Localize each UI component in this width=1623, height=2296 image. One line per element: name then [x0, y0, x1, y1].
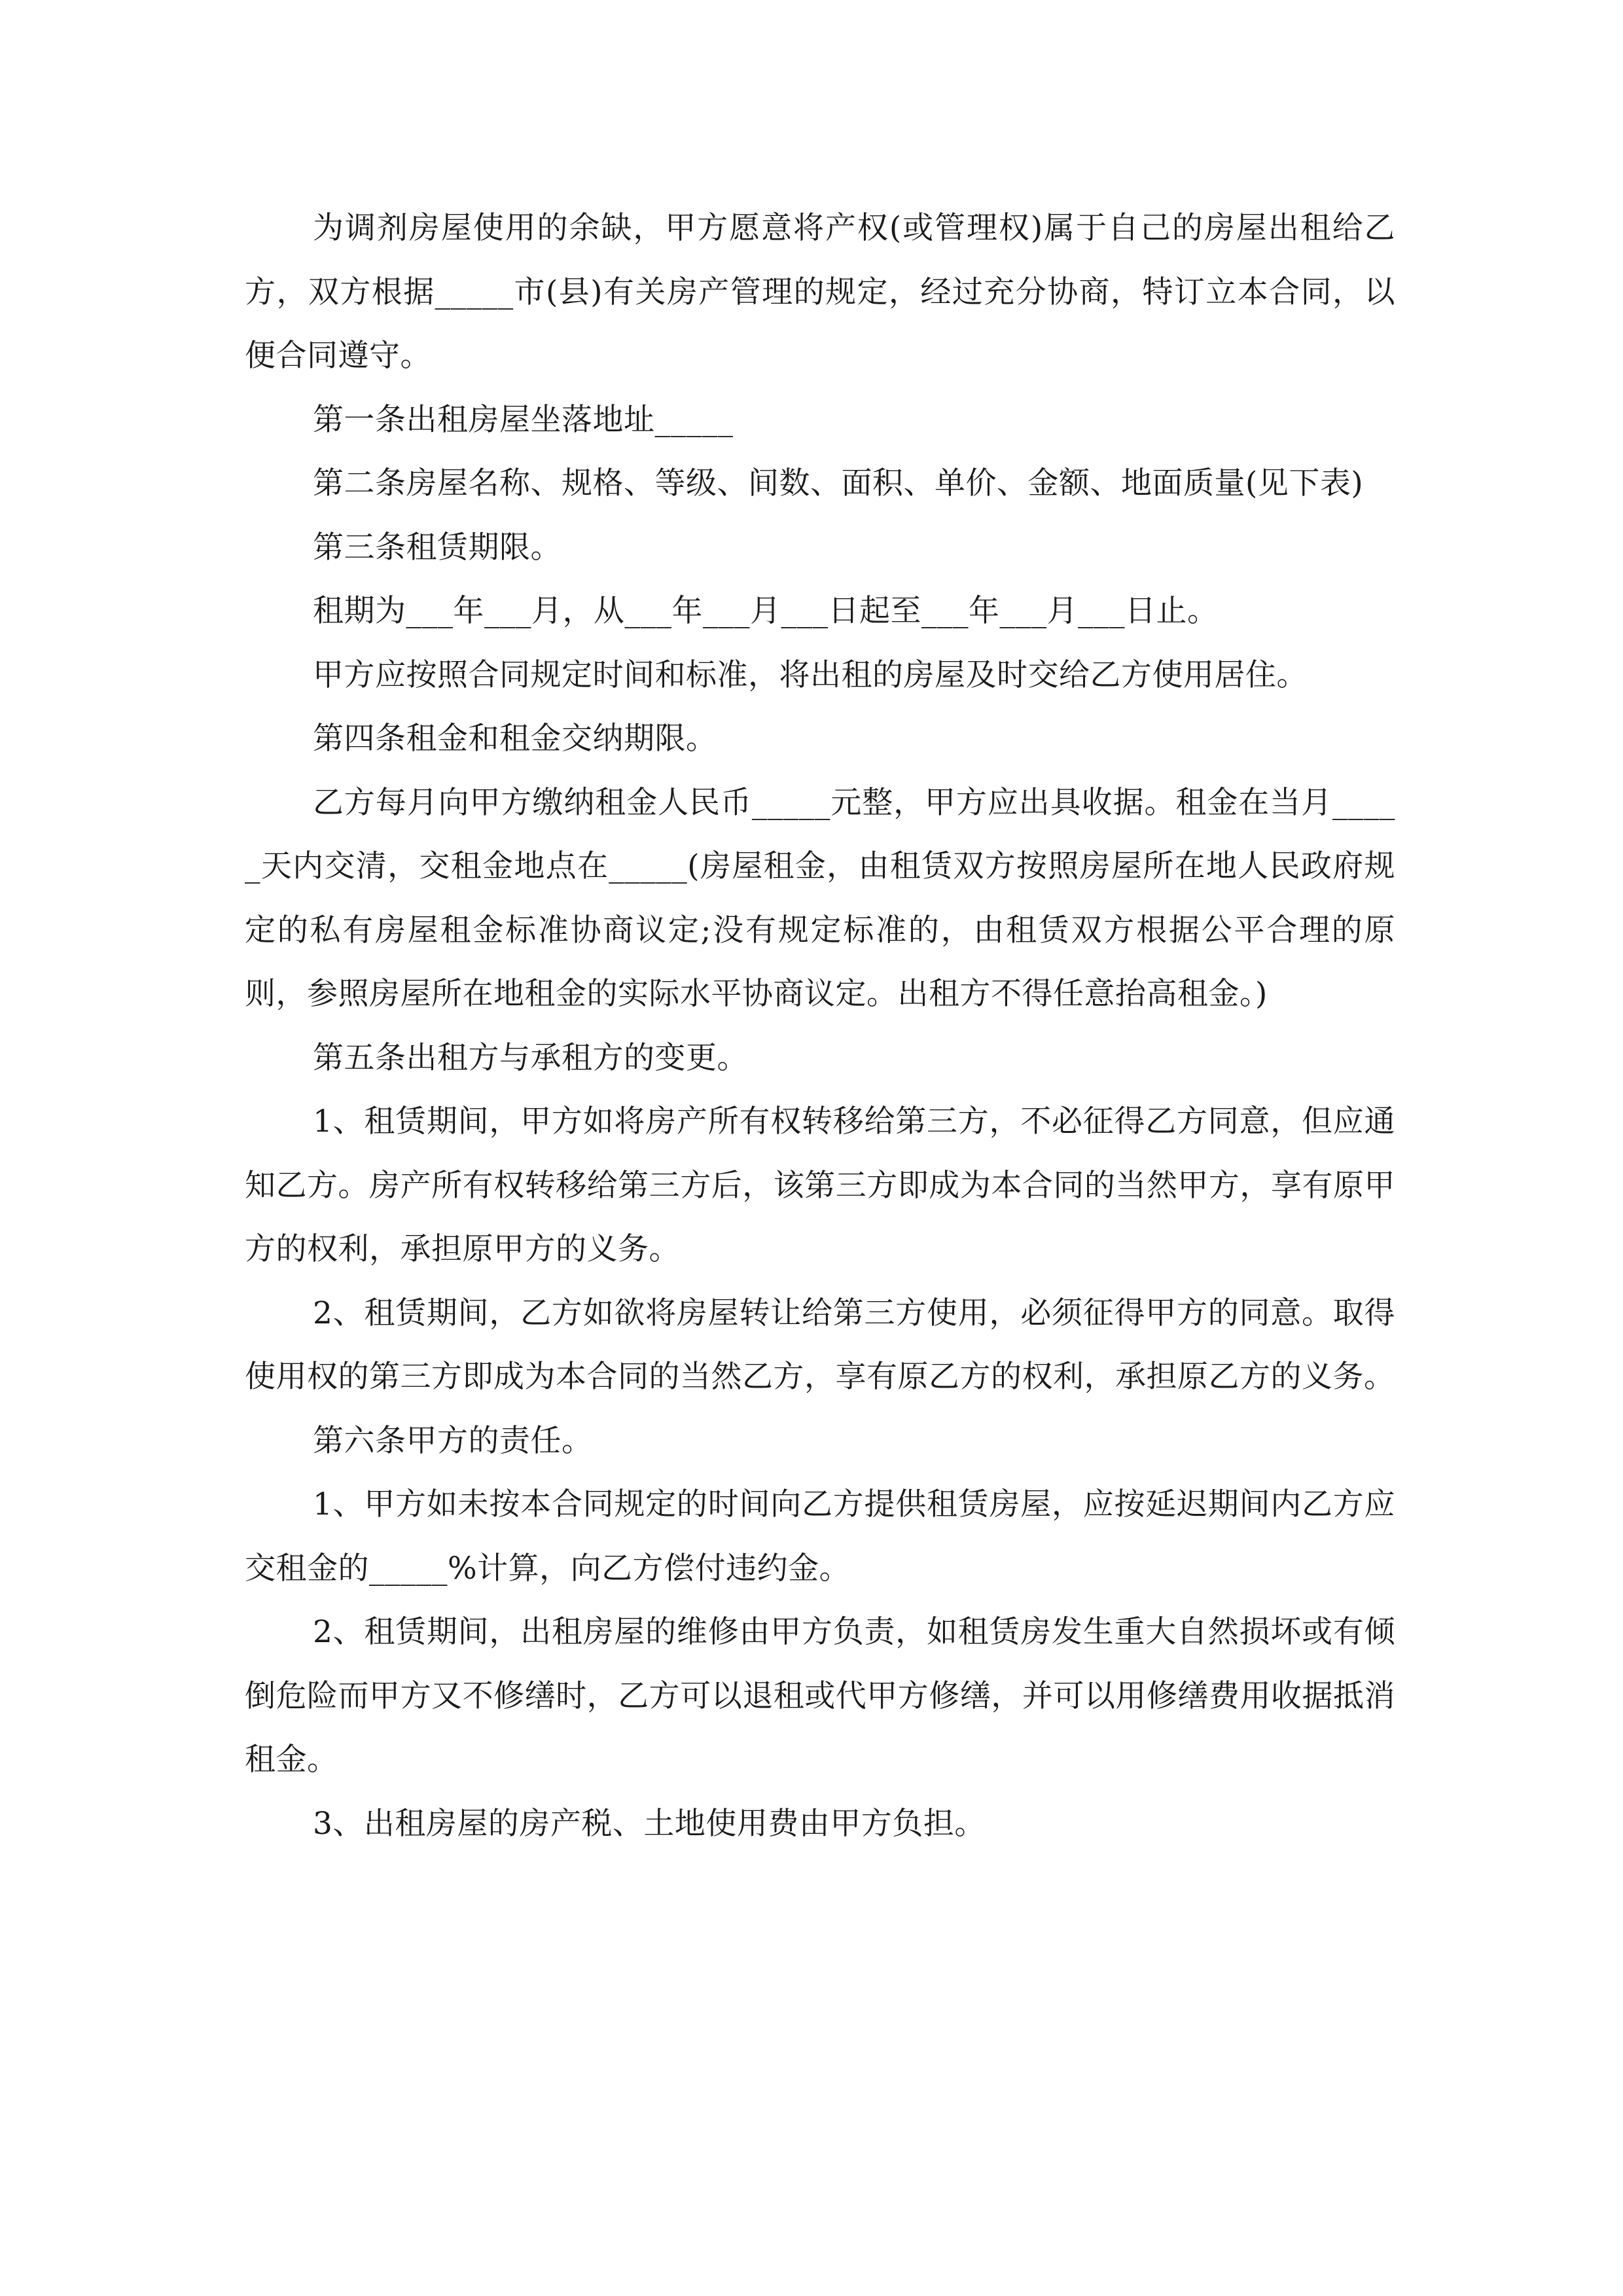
contract-body [245, 196, 1395, 1856]
article-6-heading: 第六条甲方的责任。 [313, 1422, 593, 1459]
article-3-heading: 第三条租赁期限。 [313, 529, 562, 565]
article-6-clause-1: 1、甲方如未按本合同规定的时间向乙方提供租赁房屋，应按延迟期间内乙方应交租金的_____%计算，向乙方偿付违约金。 [245, 1486, 1395, 1587]
article-5-clause-1: 1、租赁期间，甲方如将房产所有权转移给第三方，不必征得乙方同意，但应通知乙方。房产所有权转移给第三方后，该第三方即成为本合同的当然甲方，享有原甲方的权利，承担原甲方的义务。 [245, 1103, 1395, 1267]
article-6-clause-2: 2、租赁期间，出租房屋的维修由甲方负责，如租赁房发生重大自然损坏或有倾倒危险而甲方又不修缮时，乙方可以退租或代甲方修缮，并可以用修缮费用收据抵消租金。 [245, 1614, 1395, 1778]
lease-term-dates: 租期为___年___月，从___年___月___日起至___年___月___日止。 [313, 593, 1219, 629]
article-5-clause-2: 2、租赁期间，乙方如欲将房屋转让给第三方使用，必须征得甲方的同意。取得使用权的第三方即成为本合同的当然乙方，享有原乙方的权利，承担原乙方的义务。 [245, 1295, 1395, 1395]
article-2-property-details: 第二条房屋名称、规格、等级、间数、面积、单价、金额、地面质量(见下表) [313, 465, 1364, 501]
article-5-heading: 第五条出租方与承租方的变更。 [313, 1039, 748, 1076]
article-1-address: 第一条出租房屋坐落地址_____ [313, 401, 734, 438]
article-4-heading: 第四条租金和租金交纳期限。 [313, 721, 717, 757]
rent-payment-clause: 乙方每月向甲方缴纳租金人民币_____元整，甲方应出具收据。租金在当月_____天内交清，交租金地点在_____(房屋租金，由租赁双方按照房屋所在地人民政府规定的私有房屋租金标准协商议定;没有规定标准的，由租赁双方根据公平合理的原则，参照房屋所在地租金的实际水平协商议定。出租方不得任意抬高租金。) [245, 784, 1395, 1012]
intro-paragraph: 为调剂房屋使用的余缺，甲方愿意将产权(或管理权)属于自己的房屋出租给乙方，双方根据_____市(县)有关房产管理的规定，经过充分协商，特订立本合同，以便合同遵守。 [245, 210, 1395, 374]
article-6-clause-3: 3、出租房屋的房产税、土地使用费由甲方负担。 [313, 1805, 986, 1842]
lease-handover-clause: 甲方应按照合同规定时间和标准，将出租的房屋及时交给乙方使用居住。 [313, 656, 1308, 693]
